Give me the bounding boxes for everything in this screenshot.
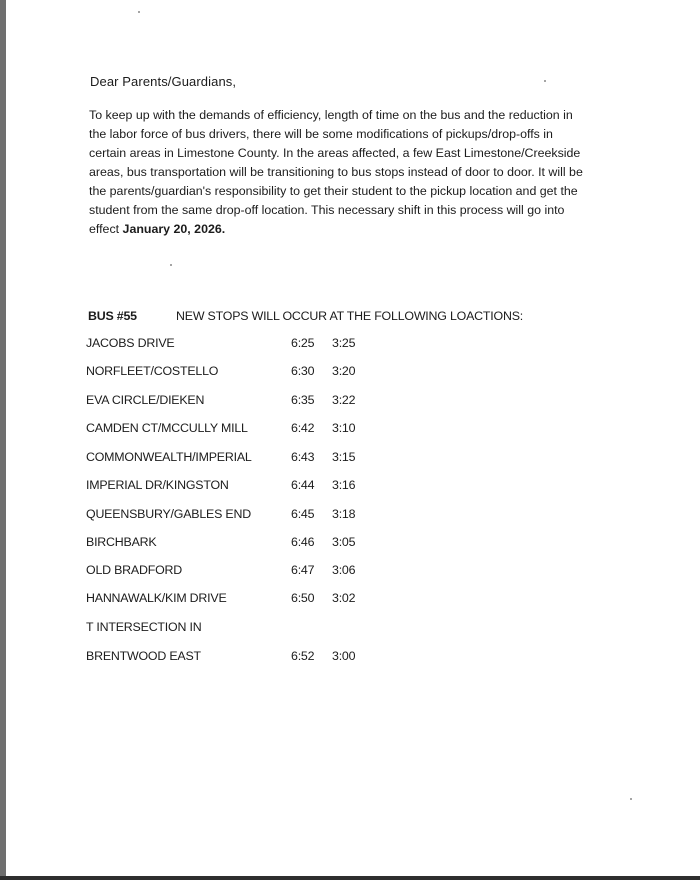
stop-am-time: 6:50 [291,591,315,605]
schedule-heading: NEW STOPS WILL OCCUR AT THE FOLLOWING LOACTIONS: [176,309,524,323]
stop-pm-time: 3:05 [332,535,356,549]
stop-row [86,364,386,382]
letter-line: areas, bus transportation will be transitioning to bus stops instead of door to door. It will be [89,165,583,179]
letter-greeting: Dear Parents/Guardians, [90,74,237,89]
letter-line: To keep up with the demands of efficiency, length of time on the bus and the reduction in [89,108,573,122]
scan-speck [170,264,172,266]
stop-am-time: 6:42 [291,421,315,435]
document-page [6,0,700,876]
stop-am-time: 6:46 [291,535,315,549]
stop-row [86,591,386,609]
stop-row [86,421,386,439]
stop-row [86,336,386,354]
schedule-header [88,309,523,323]
stop-name: BIRCHBARK [86,535,157,549]
stop-pm-time: 3:02 [332,591,356,605]
letter-line: the labor force of bus drivers, there will be some modifications of pickups/drop-offs in [89,127,553,141]
stop-name: NORFLEET/COSTELLO [86,364,219,378]
scan-bottom-edge [0,876,700,880]
letter-line: the parents/guardian's responsibility to get their student to the pickup location and get the [89,184,578,198]
stop-am-time: 6:25 [291,336,315,350]
stop-pm-time: 3:20 [332,364,356,378]
bus-number: BUS #55 [88,309,137,323]
stop-row [86,649,386,667]
stop-pm-time: 3:22 [332,393,356,407]
stop-am-time: 6:35 [291,393,315,407]
effective-date: January 20, 2026. [122,222,226,236]
letter-line: certain areas in Limestone County. In the areas affected, a few East Limestone/Creekside [89,146,581,160]
scan-speck [138,11,140,13]
stop-row [86,478,386,496]
stop-am-time: 6:43 [291,450,315,464]
stop-name: JACOBS DRIVE [86,336,175,350]
stop-pm-time: 3:10 [332,421,356,435]
stop-name: OLD BRADFORD [86,563,183,577]
stop-pm-time: 3:25 [332,336,356,350]
stop-name: IMPERIAL DR/KINGSTON [86,478,229,492]
scan-speck [630,798,632,800]
stop-row [86,393,386,411]
letter-body [89,106,629,239]
stop-am-time: 6:44 [291,478,315,492]
stop-name: BRENTWOOD EAST [86,649,201,663]
stop-row [86,620,386,638]
stop-am-time: 6:30 [291,364,315,378]
stop-row [86,450,386,468]
stop-name: T INTERSECTION IN [86,620,202,634]
stop-am-time: 6:47 [291,563,315,577]
stop-pm-time: 3:16 [332,478,356,492]
scan-speck [544,80,546,82]
stop-name: COMMONWEALTH/IMPERIAL [86,450,252,464]
letter-effective-line [89,220,629,239]
stop-row [86,507,386,525]
stop-pm-time: 3:00 [332,649,356,663]
stop-row [86,535,386,553]
stop-am-time: 6:45 [291,507,315,521]
effect-prefix: effect [89,222,120,236]
stop-name: HANNAWALK/KIM DRIVE [86,591,227,605]
stop-am-time: 6:52 [291,649,315,663]
letter-line: student from the same drop-off location. This necessary shift in this process will go into [89,203,565,217]
stop-name: CAMDEN CT/MCCULLY MILL [86,421,248,435]
stop-name: QUEENSBURY/GABLES END [86,507,251,521]
stop-pm-time: 3:06 [332,563,356,577]
stop-name: EVA CIRCLE/DIEKEN [86,393,205,407]
stop-pm-time: 3:15 [332,450,356,464]
stop-row [86,563,386,581]
stop-pm-time: 3:18 [332,507,356,521]
